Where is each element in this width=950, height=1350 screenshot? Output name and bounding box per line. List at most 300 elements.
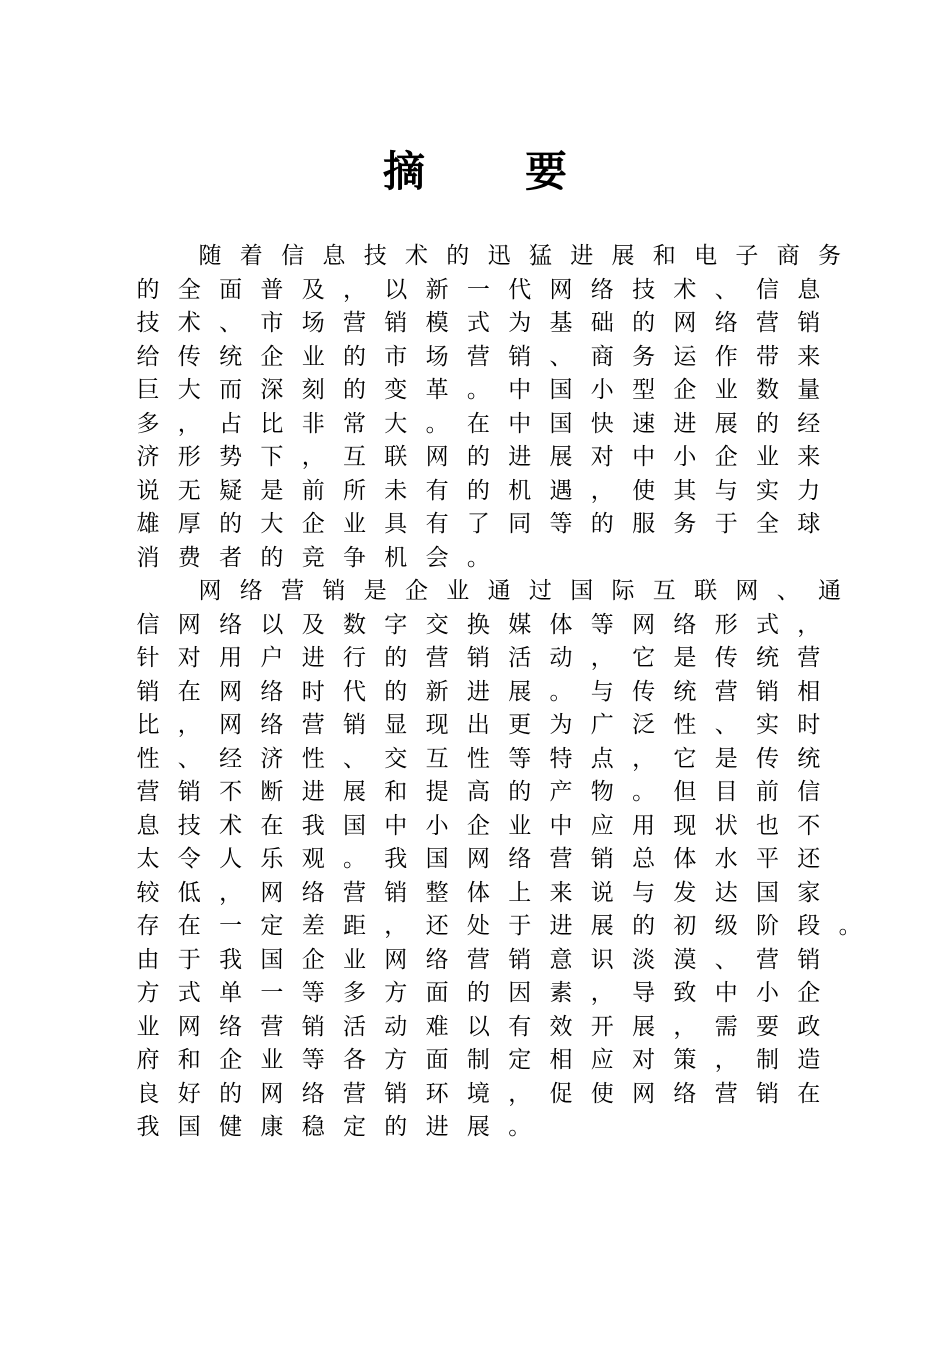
text-char: 销 (508, 343, 532, 370)
text-char: 术 (177, 310, 201, 336)
text-char: 营 (466, 946, 490, 973)
text-char: 络 (260, 712, 284, 738)
text-char: 疑 (219, 477, 243, 504)
text-char: 联 (694, 578, 718, 604)
text-char: 进 (425, 1114, 449, 1140)
text-char: 技 (177, 812, 201, 839)
text-char: 际 (611, 578, 635, 604)
text-char: 网 (632, 611, 656, 638)
text-char: 高 (466, 779, 490, 805)
text-char: 比 (260, 410, 284, 437)
text-char: 巨 (136, 377, 160, 403)
text-char: 方 (384, 980, 408, 1006)
text-char: 务 (818, 243, 841, 269)
text-char: 比 (136, 712, 160, 738)
text-char: 致 (673, 980, 697, 1006)
text-char: 和 (652, 243, 676, 269)
text-char: 营 (343, 1080, 366, 1107)
text-char: 传 (632, 678, 656, 705)
text-char: 营 (756, 310, 779, 336)
text-char: 企 (301, 511, 325, 537)
text-char: 企 (714, 444, 738, 470)
text-char: 下 (260, 444, 284, 470)
text-char: 信 (136, 611, 160, 638)
text-char: 着 (239, 243, 263, 269)
text-line (136, 743, 856, 777)
text-char: ， (177, 410, 201, 437)
text-char: 国 (343, 812, 366, 839)
text-line (136, 709, 856, 743)
text-char: 家 (797, 879, 821, 906)
text-char: 开 (590, 1013, 614, 1040)
text-char: 还 (425, 913, 449, 939)
text-char: ， (177, 712, 201, 738)
text-char: 显 (384, 712, 408, 738)
text-char: 市 (384, 343, 408, 370)
text-char: 全 (756, 511, 779, 537)
text-char: 营 (549, 846, 573, 872)
text-char: 营 (343, 879, 366, 906)
text-char: 国 (549, 410, 573, 437)
text-char: 销 (343, 712, 366, 738)
text-char: 业 (756, 444, 779, 470)
text-char: 发 (673, 879, 697, 906)
text-char: 活 (343, 1013, 366, 1040)
text-char: 时 (797, 712, 821, 738)
text-char: 。 (343, 846, 366, 872)
text-char: 络 (714, 310, 738, 336)
text-char: 、 (177, 745, 201, 772)
text-char: 的 (466, 444, 490, 470)
text-char: 给 (136, 343, 160, 370)
text-char: 进 (549, 913, 573, 939)
text-char: 信 (281, 243, 305, 269)
text-char: 有 (508, 1013, 532, 1040)
text-char: 础 (590, 310, 614, 336)
text-char: 络 (301, 1080, 325, 1107)
text-char: 素 (549, 980, 573, 1006)
text-char: 信 (756, 276, 779, 303)
text-char: 中 (508, 410, 532, 437)
text-char: 技 (632, 276, 656, 303)
text-char: 性 (301, 745, 325, 772)
text-char: 前 (756, 779, 779, 805)
text-char: 等 (301, 980, 325, 1006)
text-char: 进 (301, 645, 325, 671)
text-char: 营 (281, 578, 305, 604)
text-char: 太 (136, 846, 160, 872)
text-char: 量 (797, 377, 821, 403)
text-char: 过 (528, 578, 552, 604)
text-char: 业 (343, 946, 366, 973)
text-char: 费 (177, 544, 201, 571)
text-char: 所 (343, 477, 366, 504)
text-char: 统 (797, 745, 821, 772)
text-char: 应 (590, 1047, 614, 1073)
text-char: 面 (219, 276, 243, 303)
text-char: 销 (136, 678, 160, 705)
text-line (136, 240, 856, 274)
text-char: 经 (219, 745, 243, 772)
text-line (136, 274, 856, 308)
text-char: 相 (549, 1047, 573, 1073)
text-char: 的 (384, 678, 408, 705)
text-char: 。 (466, 377, 490, 403)
text-char: 息 (136, 812, 160, 839)
text-char: 与 (632, 879, 656, 906)
text-char: 济 (136, 444, 160, 470)
text-line (136, 944, 856, 978)
text-char: 新 (425, 276, 449, 303)
text-char: ， (673, 1013, 697, 1040)
text-char: 的 (508, 779, 532, 805)
text-char: 中 (714, 980, 738, 1006)
text-char: 境 (466, 1080, 490, 1107)
text-char: 一 (260, 980, 284, 1006)
text-char: 争 (343, 544, 366, 571)
text-char: 数 (343, 611, 366, 638)
text-char: 平 (756, 846, 779, 872)
text-char: 络 (673, 1080, 697, 1107)
text-char: 市 (260, 310, 284, 336)
text-char: 小 (673, 444, 697, 470)
text-char: 大 (260, 511, 284, 537)
text-char: 是 (363, 578, 387, 604)
text-char: 交 (384, 745, 408, 772)
text-char: 差 (301, 913, 325, 939)
text-char: 交 (425, 611, 449, 638)
text-char: 业 (714, 377, 738, 403)
text-char: ， (632, 745, 656, 772)
text-char: 好 (177, 1080, 201, 1107)
text-char: 存 (136, 913, 160, 939)
text-char: 业 (260, 1047, 284, 1073)
text-char: 由 (136, 946, 160, 973)
text-char: 国 (177, 1114, 201, 1140)
text-char: 我 (136, 1114, 160, 1140)
text-char: 统 (219, 343, 243, 370)
text-char: 商 (590, 343, 614, 370)
text-char: 基 (549, 310, 573, 336)
text-char: 式 (756, 611, 779, 638)
text-char: 需 (714, 1013, 738, 1040)
text-char: 作 (714, 343, 738, 370)
text-char: 现 (673, 812, 697, 839)
text-char: 会 (425, 544, 449, 571)
text-char: 在 (260, 812, 284, 839)
text-char: 乐 (260, 846, 284, 872)
text-char: 速 (632, 410, 656, 437)
text-char: 技 (363, 243, 387, 269)
text-char: 中 (549, 812, 573, 839)
text-char: 策 (673, 1047, 697, 1073)
text-char: 、 (343, 745, 366, 772)
text-char: 销 (177, 779, 201, 805)
text-char: 制 (466, 1047, 490, 1073)
text-char: 意 (549, 946, 573, 973)
text-char: ， (343, 276, 366, 303)
text-char: 网 (219, 712, 243, 738)
text-char: 销 (322, 578, 346, 604)
text-char: 了 (466, 511, 490, 537)
text-char: 实 (756, 712, 779, 738)
text-char: 用 (219, 645, 243, 671)
text-char: 网 (466, 846, 490, 872)
text-char: 的 (384, 645, 408, 671)
text-char: 以 (260, 611, 284, 638)
text-char: 企 (405, 578, 428, 604)
text-char: 网 (198, 578, 222, 604)
text-char: 小 (756, 980, 779, 1006)
text-char: 业 (343, 511, 366, 537)
text-char: 性 (673, 712, 697, 738)
text-char: 消 (136, 544, 160, 571)
text-char: 阶 (756, 913, 779, 939)
text-char: 小 (590, 377, 614, 403)
text-char: 营 (714, 1080, 738, 1107)
text-char: 健 (219, 1114, 243, 1140)
text-char: ， (384, 913, 408, 939)
text-char: 电 (694, 243, 718, 269)
text-char: 广 (590, 712, 614, 738)
text-char: 经 (797, 410, 821, 437)
text-char: 不 (797, 812, 821, 839)
text-char: 较 (136, 879, 160, 906)
text-char: 统 (673, 678, 697, 705)
text-char: 展 (611, 243, 635, 269)
text-char: 不 (219, 779, 243, 805)
text-char: 。 (549, 678, 573, 705)
text-char: 展 (590, 913, 614, 939)
text-char: 销 (384, 879, 408, 906)
text-line (136, 441, 856, 475)
text-line (136, 307, 856, 341)
text-char: 互 (425, 745, 449, 772)
text-char: 的 (343, 377, 366, 403)
text-char: 传 (756, 745, 779, 772)
text-char: 政 (797, 1013, 821, 1040)
text-char: 用 (632, 812, 656, 839)
text-char: 统 (756, 645, 779, 671)
text-char: 一 (466, 276, 490, 303)
text-char: 方 (384, 1047, 408, 1073)
text-char: 来 (549, 879, 573, 906)
text-char: 常 (343, 410, 366, 437)
text-char: 于 (714, 511, 738, 537)
text-char: 来 (797, 444, 821, 470)
text-char: 猛 (528, 243, 552, 269)
text-char: 的 (219, 511, 243, 537)
text-char: 相 (797, 678, 821, 705)
text-char: 等 (301, 1047, 325, 1073)
text-char: 雄 (136, 511, 160, 537)
text-char: 定 (260, 913, 284, 939)
text-char: 户 (260, 645, 284, 671)
text-char: 型 (632, 377, 656, 403)
text-char: 遇 (549, 477, 573, 504)
text-char: 大 (177, 377, 201, 403)
text-char: 息 (322, 243, 346, 269)
text-char: 济 (260, 745, 284, 772)
text-char: 销 (384, 1080, 408, 1107)
text-char: 稳 (301, 1114, 325, 1140)
text-char: 制 (756, 1047, 779, 1073)
text-char: 的 (632, 310, 656, 336)
text-char: 络 (590, 276, 614, 303)
text-char: 我 (301, 812, 325, 839)
page-title: 摘要 (382, 147, 667, 196)
text-char: 。 (466, 544, 490, 571)
text-char: 达 (714, 879, 738, 906)
text-char: 出 (466, 712, 490, 738)
text-char: 销 (797, 310, 821, 336)
text-char: 全 (177, 276, 201, 303)
text-char: ， (714, 1047, 738, 1073)
text-line (136, 408, 856, 442)
text-line (136, 575, 856, 609)
text-char: 营 (260, 1013, 284, 1040)
text-char: 府 (136, 1047, 160, 1073)
text-char: 力 (797, 477, 821, 504)
text-char: 刻 (301, 377, 325, 403)
text-char: 传 (714, 645, 738, 671)
text-char: 模 (425, 310, 449, 336)
text-char: 段 (797, 913, 821, 939)
text-char: 企 (466, 812, 490, 839)
text-char: 络 (301, 879, 325, 906)
text-char: 小 (425, 812, 449, 839)
text-char: 展 (549, 444, 573, 470)
text-char: 性 (466, 745, 490, 772)
text-char: 网 (177, 611, 201, 638)
text-char: 的 (136, 276, 160, 303)
text-char: 势 (219, 444, 243, 470)
text-char: 术 (405, 243, 428, 269)
text-char: 于 (177, 946, 201, 973)
text-char: 一 (219, 913, 243, 939)
text-char: 状 (714, 812, 738, 839)
text-line (136, 1044, 856, 1078)
text-char: 的 (466, 980, 490, 1006)
text-line (136, 877, 856, 911)
text-char: 的 (756, 410, 779, 437)
text-char: 促 (549, 1080, 573, 1107)
text-char: 效 (549, 1013, 573, 1040)
text-char: 企 (673, 377, 697, 403)
text-char: 营 (466, 343, 490, 370)
text-char: 国 (756, 879, 779, 906)
text-char: 传 (177, 343, 201, 370)
text-char: 普 (260, 276, 284, 303)
text-char: 前 (301, 477, 325, 504)
text-char: 。 (508, 1114, 532, 1140)
text-char: 为 (549, 712, 573, 738)
text-char: 企 (260, 343, 284, 370)
text-char: 式 (177, 980, 201, 1006)
text-char: 形 (714, 611, 738, 638)
text-char: 国 (425, 846, 449, 872)
text-char: 术 (219, 812, 243, 839)
text-char: 级 (714, 913, 738, 939)
text-char: 国 (260, 946, 284, 973)
text-char: 与 (590, 678, 614, 705)
text-char: 等 (590, 611, 614, 638)
text-char: 实 (756, 477, 779, 504)
text-char: 以 (466, 1013, 490, 1040)
text-char: 泛 (632, 712, 656, 738)
text-char: 互 (343, 444, 366, 470)
text-char: 产 (549, 779, 573, 805)
text-char: 断 (260, 779, 284, 805)
text-char: 竞 (301, 544, 325, 571)
text-char: 我 (384, 846, 408, 872)
text-char: 对 (590, 444, 614, 470)
text-char: 对 (177, 645, 201, 671)
text-char: 销 (756, 678, 779, 705)
text-char: 进 (508, 444, 532, 470)
text-line (136, 676, 856, 710)
text-char: 国 (549, 377, 573, 403)
text-char: 是 (673, 645, 697, 671)
text-char: 服 (632, 511, 656, 537)
text-char: 因 (508, 980, 532, 1006)
text-char: 特 (549, 745, 573, 772)
text-line (136, 609, 856, 643)
text-char: 业 (136, 1013, 160, 1040)
text-char: 和 (384, 779, 408, 805)
text-char: 换 (466, 611, 490, 638)
text-line (136, 374, 856, 408)
text-char: 变 (384, 377, 408, 403)
text-char: 是 (714, 745, 738, 772)
text-char: 未 (384, 477, 408, 504)
text-char: 机 (508, 477, 532, 504)
text-char: 络 (219, 611, 243, 638)
text-char: 网 (260, 879, 284, 906)
text-char: 中 (384, 812, 408, 839)
text-char: 行 (343, 645, 366, 671)
text-line (136, 341, 856, 375)
text-line (136, 475, 856, 509)
text-char: 数 (756, 377, 779, 403)
text-char: 营 (136, 779, 160, 805)
text-line (136, 1078, 856, 1112)
text-char: 球 (797, 511, 821, 537)
text-char: 展 (714, 410, 738, 437)
text-char: 使 (632, 477, 656, 504)
text-char: 的 (343, 343, 366, 370)
abstract-body (136, 240, 862, 1145)
text-char: 水 (714, 846, 738, 872)
text-char: 有 (425, 511, 449, 537)
text-char: 、 (549, 343, 573, 370)
text-char: 在 (466, 410, 490, 437)
text-char: 网 (632, 1080, 656, 1107)
text-char: 动 (384, 1013, 408, 1040)
text-char: 通 (487, 578, 511, 604)
text-char: 应 (590, 812, 614, 839)
text-char: 销 (797, 946, 821, 973)
text-char: 针 (136, 645, 160, 671)
text-char: 上 (508, 879, 532, 906)
text-char: 定 (508, 1047, 532, 1073)
text-char: 总 (632, 846, 656, 872)
text-char: 厚 (177, 511, 201, 537)
text-char: 初 (673, 913, 697, 939)
text-line (136, 642, 856, 676)
text-char: 观 (301, 846, 325, 872)
text-char: 。 (425, 410, 449, 437)
